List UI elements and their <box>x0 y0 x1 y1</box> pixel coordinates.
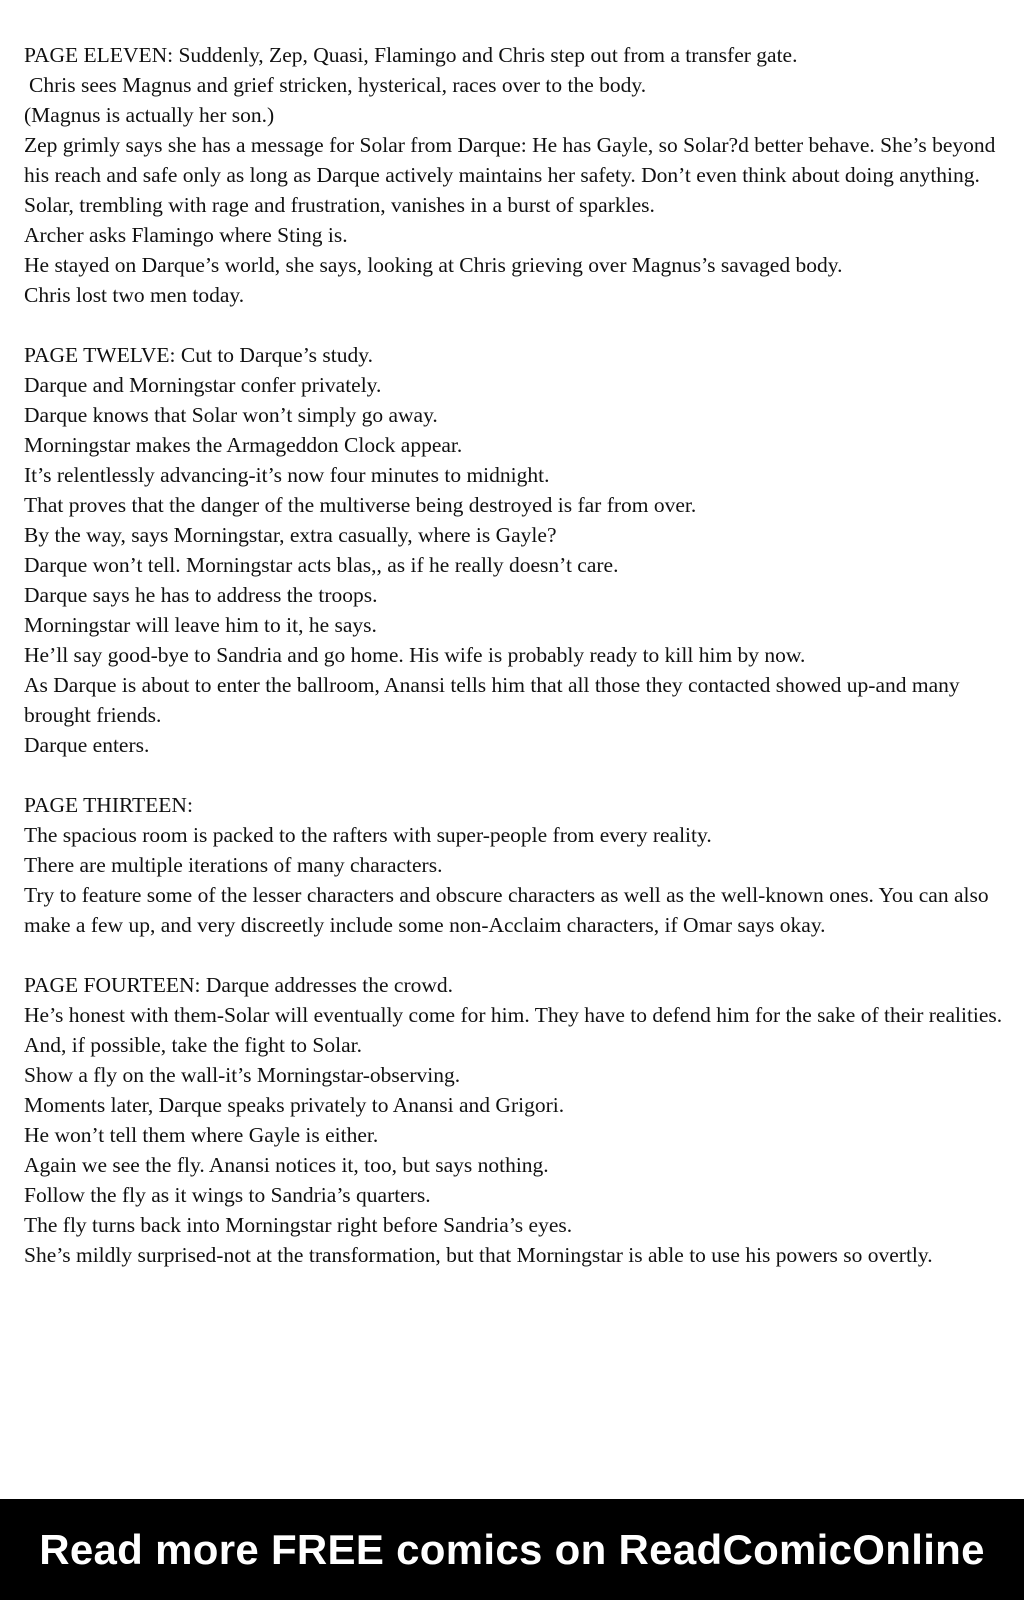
script-line: Morningstar makes the Armageddon Clock appear. <box>24 433 463 457</box>
script-line: Chris lost two men today. <box>24 283 245 307</box>
script-line: Again we see the fly. Anansi notices it, too, but says nothing. <box>24 1153 549 1177</box>
script-line: It’s relentlessly advancing-it’s now four minutes to midnight. <box>24 463 550 487</box>
script-line: Moments later, Darque speaks privately to Anansi and Grigori. <box>24 1093 565 1117</box>
script-line: The spacious room is packed to the rafters with super-people from every reality. <box>24 823 712 847</box>
section-page-fourteen <box>24 970 1014 1270</box>
script-line: Darque won’t tell. Morningstar acts blas,, as if he really doesn’t care. <box>24 553 619 577</box>
script-line: There are multiple iterations of many characters. <box>24 853 443 877</box>
section-page-thirteen <box>24 790 1014 940</box>
section-page-twelve <box>24 340 1014 760</box>
footer-link-text[interactable]: Read more FREE comics on ReadComicOnline <box>39 1525 985 1573</box>
script-line: Show a fly on the wall-it’s Morningstar-observing. <box>24 1063 461 1087</box>
script-line: That proves that the danger of the multiverse being destroyed is far from over. <box>24 493 697 517</box>
script-line: The fly turns back into Morningstar right before Sandria’s eyes. <box>24 1213 573 1237</box>
script-line: PAGE ELEVEN: Suddenly, Zep, Quasi, Flamingo and Chris step out from a transfer gate. <box>24 43 798 67</box>
script-line: He’s honest with them-Solar will eventually come for him. They have to defend him for the sake of their realities. And, if possible, take the fight to Solar. <box>24 1003 1003 1057</box>
script-line: As Darque is about to enter the ballroom, Anansi tells him that all those they contacted showed up-and many brought friends. <box>24 673 960 727</box>
script-line: Zep grimly says she has a message for Solar from Darque: He has Gayle, so Solar?d better behave. She’s beyond his reach and safe only as long as Darque actively maintains her safety. Don’t even think about doing anything. <box>24 133 996 187</box>
script-line: Darque enters. <box>24 733 150 757</box>
script-text <box>24 40 1014 1300</box>
script-line: PAGE TWELVE: Cut to Darque’s study. <box>24 343 373 367</box>
script-line: PAGE THIRTEEN: <box>24 793 193 817</box>
script-line: Try to feature some of the lesser characters and obscure characters as well as the well-known ones. You can also make a few up, and very discreetly include some non-Acclaim characters, if Omar says okay. <box>24 883 989 937</box>
script-line: Darque knows that Solar won’t simply go away. <box>24 403 438 427</box>
script-line: Morningstar will leave him to it, he says. <box>24 613 377 637</box>
script-line: (Magnus is actually her son.) <box>24 103 275 127</box>
script-line: By the way, says Morningstar, extra casually, where is Gayle? <box>24 523 557 547</box>
footer-banner[interactable] <box>0 1499 1024 1600</box>
script-line: Archer asks Flamingo where Sting is. <box>24 223 348 247</box>
script-line: He stayed on Darque’s world, she says, looking at Chris grieving over Magnus’s savaged body. <box>24 253 843 277</box>
script-line: Darque and Morningstar confer privately. <box>24 373 382 397</box>
script-line: She’s mildly surprised-not at the transformation, but that Morningstar is able to use his powers so overtly. <box>24 1243 933 1267</box>
script-line: Follow the fly as it wings to Sandria’s quarters. <box>24 1183 431 1207</box>
script-line: He’ll say good-bye to Sandria and go home. His wife is probably ready to kill him by now. <box>24 643 806 667</box>
section-page-eleven <box>24 40 1014 310</box>
script-line: Chris sees Magnus and grief stricken, hysterical, races over to the body. <box>29 73 647 97</box>
script-line: Darque says he has to address the troops. <box>24 583 378 607</box>
script-line: Solar, trembling with rage and frustration, vanishes in a burst of sparkles. <box>24 193 655 217</box>
script-line: PAGE FOURTEEN: Darque addresses the crowd. <box>24 973 454 997</box>
script-line: He won’t tell them where Gayle is either. <box>24 1123 379 1147</box>
